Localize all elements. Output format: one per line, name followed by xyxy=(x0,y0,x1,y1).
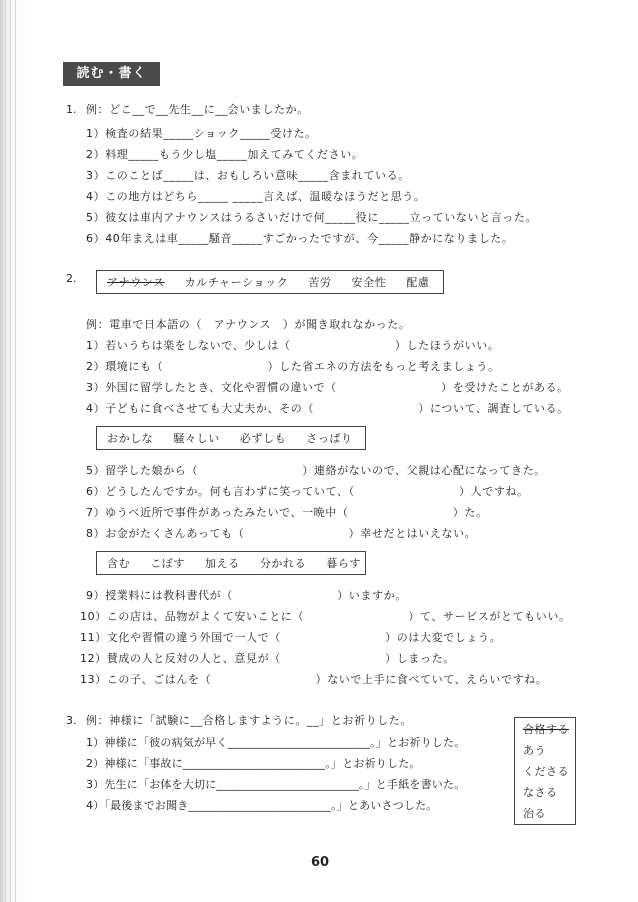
word-option: カルチャーショック xyxy=(184,276,289,289)
section2-item: 7）ゆうべ近所で事件があったみたいで、一晩中（ ）た。 xyxy=(86,506,488,519)
word-option: 暮らす xyxy=(326,557,362,570)
word-option: さっぱり xyxy=(306,432,353,445)
edge-line xyxy=(15,0,16,902)
section-header: 読む・書く xyxy=(63,62,160,86)
section1-item: 1）検査の結果_____ショック_____受けた。 xyxy=(86,127,317,140)
section1-example: 例：どこ__で__先生__に__会いましたか。 xyxy=(86,103,309,116)
word-option: 配慮 xyxy=(406,276,430,289)
answer-option: くださる xyxy=(523,764,569,778)
word-option: 必ずしも xyxy=(239,432,287,445)
section1-item: 6）40年まえは車_____騒音_____すごかったですが、今_____静かになりました。 xyxy=(86,232,514,245)
word-option: 含む xyxy=(107,557,131,570)
section2-item: 13）この子、ごはんを（ ）ないで上手に食べていて、えらいですね。 xyxy=(80,673,548,686)
word-box-2 xyxy=(96,426,366,450)
section2-item: 12）賛成の人と反対の人と、意見が（ ）しまった。 xyxy=(80,652,455,665)
word-option: こぼす xyxy=(150,557,186,570)
section1-item: 2）料理_____もう少し塩_____加えてみてください。 xyxy=(86,148,364,161)
section2-item: 11）文化や習慣の違う外国で一人で（ ）のは大変でしょう。 xyxy=(80,631,502,644)
word-option: 騒々しい xyxy=(173,432,220,445)
section2-item: 9）授業料には教科書代が（ ）いますか。 xyxy=(86,589,407,602)
word-option: おかしな xyxy=(107,432,154,445)
edge-line xyxy=(5,0,6,902)
section2-item: 1）若いうちは楽をしないで、少しは（ ）したほうがいい。 xyxy=(86,339,500,352)
section2-item: 6）どうしたんですか。何も言わずに笑っていて、（ ）人ですね。 xyxy=(86,485,529,498)
section3-item: 2）神様に「事故に_________________________。」とお祈りした。 xyxy=(86,757,421,770)
word-box-1 xyxy=(96,270,444,294)
answer-option: なさる xyxy=(523,786,558,800)
answer-options-box xyxy=(514,717,576,825)
section2-item: 10）この店は、品物がよくて安いことに（ ）て、サービスがとてもいい。 xyxy=(80,610,571,623)
word-option: 加える xyxy=(205,557,240,570)
word-option: アナウンス xyxy=(107,276,165,289)
section2-item: 5）留学した娘から（ ）連絡がないので、父親は心配になってきた。 xyxy=(86,464,546,477)
word-option: 苦労 xyxy=(308,276,332,289)
section1-item: 5）彼女は車内アナウンスはうるさいだけで何_____役に_____立っていないと言った。 xyxy=(86,211,538,224)
section3-item: 3）先生に「お体を大切に_________________________。」と手紙を書いた。 xyxy=(86,778,466,791)
section1-item: 3）このことば_____は、おもしろい意味_____含まれている。 xyxy=(86,169,410,182)
section2-label: 2. xyxy=(66,272,77,285)
section1-item: 4）この地方はどちら_____ _____言えば、温暖なほうだと思う。 xyxy=(86,190,426,203)
section2-example: 例：電車で日本語の（ アナウンス ）が聞き取れなかった。 xyxy=(86,318,411,331)
edge-line xyxy=(10,0,11,902)
section1-label: 1. xyxy=(66,103,77,116)
section2-item: 8）お金がたくさんあっても（ ）幸せだとはいえない。 xyxy=(86,527,477,540)
word-option: 安全性 xyxy=(351,276,387,289)
answer-option: 合格する xyxy=(523,722,569,736)
page-number: 60 xyxy=(310,855,330,870)
section3-label: 3. xyxy=(66,714,77,727)
section2-item: 4）子どもに食べさせても大丈夫か、その（ ）について、調査している。 xyxy=(86,402,569,415)
section3-example: 例：神様に「試験に__合格しますように。__」とお祈りした。 xyxy=(86,714,412,727)
section2-item: 2）環境にも（ ）した省エネの方法をもっと考えましょう。 xyxy=(86,360,500,373)
section3-item: 4）「最後までお聞き_________________________。」とあいさつした。 xyxy=(86,799,438,812)
section2-item: 3）外国に留学したとき、文化や習慣の違いで（ ）を受けたことがある。 xyxy=(86,381,569,394)
word-box-3 xyxy=(96,551,366,575)
answer-option: あう xyxy=(523,743,546,757)
word-option: 分かれる xyxy=(259,557,307,570)
answer-option: 治る xyxy=(523,807,546,821)
section3-item: 1）神様に「彼の病気が早く_________________________。」とお祈りした。 xyxy=(86,736,466,749)
